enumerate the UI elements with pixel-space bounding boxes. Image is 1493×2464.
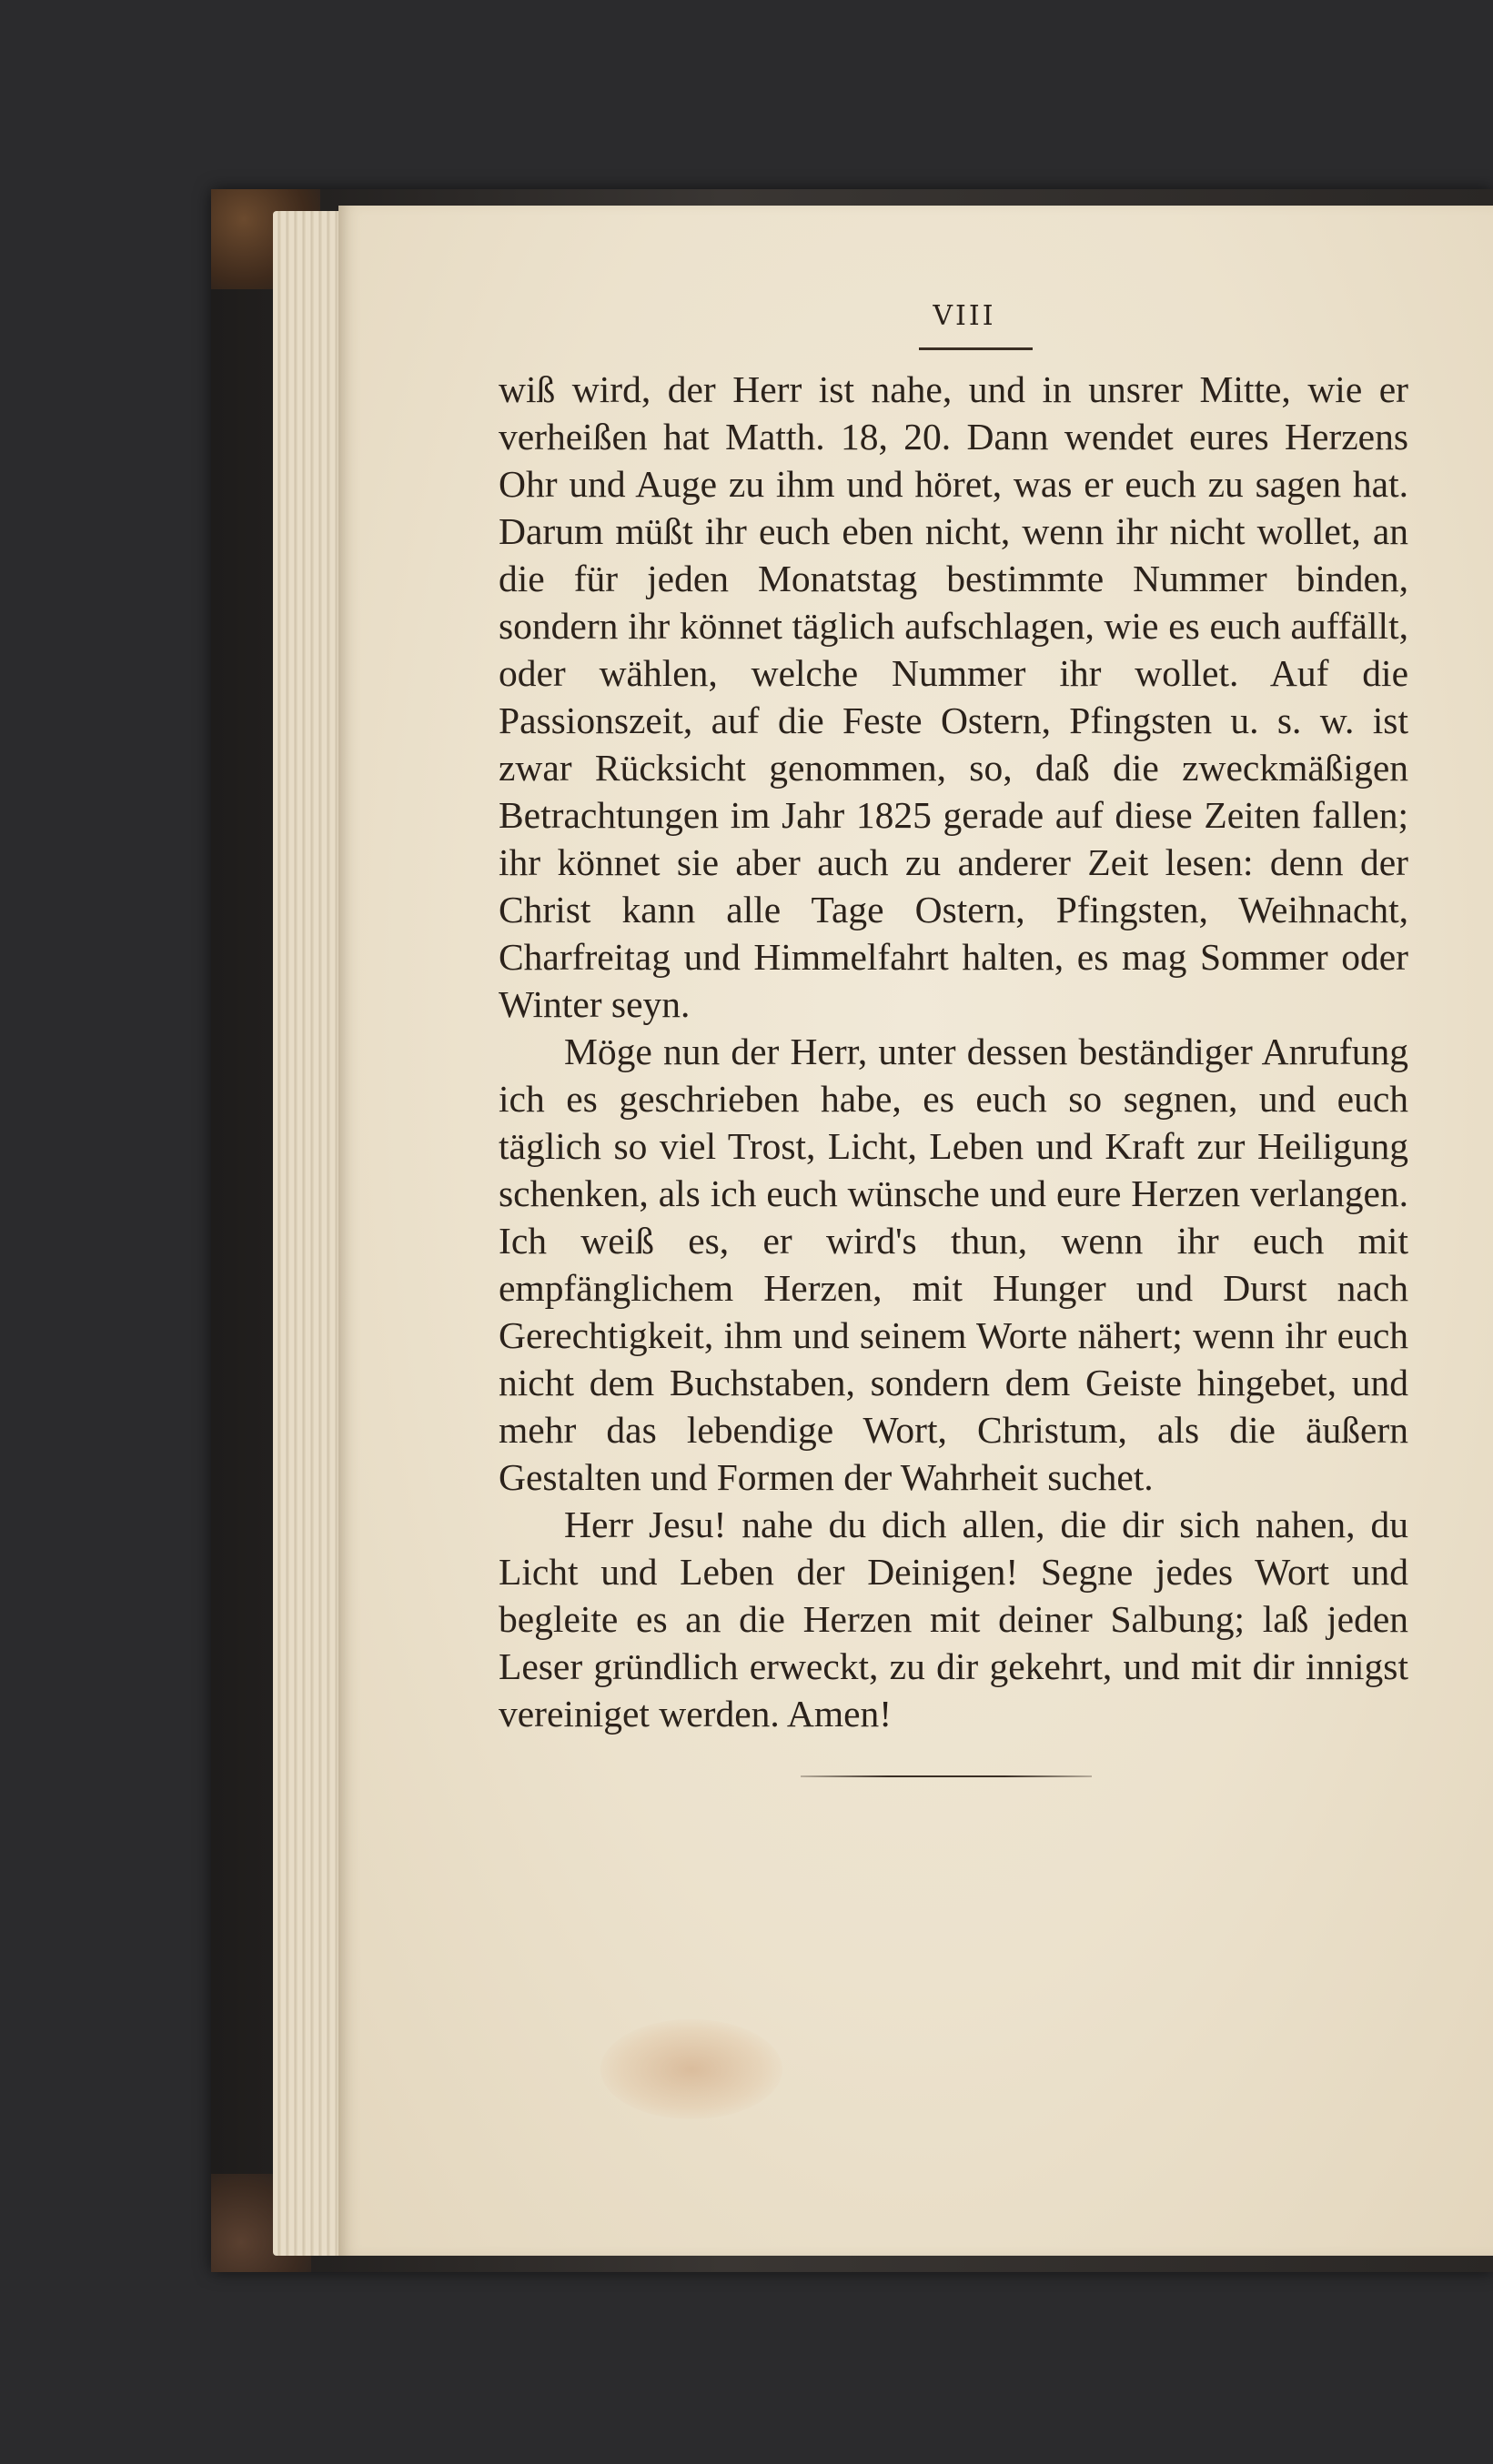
closing-rule (801, 1775, 1092, 1777)
paper-stain (600, 2019, 782, 2119)
page-number: VIII (933, 300, 996, 332)
body-text (499, 366, 1408, 1737)
page-edges (273, 211, 346, 2256)
paragraph-1: wiß wird, der Herr ist nahe, und in unsrer Mitte, wie er verheißen hat Matth. 18, 20. Dann wendet eures Herzens Ohr und Auge zu ihm und höret, was er euch zu sagen hat. Darum müßt ihr euch eben nicht, wenn ihr nicht wollet, an die für jeden Monatstag bestimmte Nummer binden, sondern ihr könnet täglich aufschlagen, wie es euch auffällt, oder wählen, welche Nummer ihr wollet. Auf die Passionszeit, auf die Feste Ostern, Pfingsten u. s. w. ist zwar Rücksicht genommen, so, daß die zweckmäßigen Betrachtungen im Jahr 1825 gerade auf diese Zeiten fallen; ihr könnet sie aber auch zu anderer Zeit lesen: denn der Christ kann alle Tage Ostern, Pfingsten, Weihnacht, Charfreitag und Himmelfahrt halten, es mag Sommer oder Winter seyn. (499, 368, 1408, 1025)
header-rule (919, 347, 1033, 350)
paragraph-2: Möge nun der Herr, unter dessen beständiger Anrufung ich es geschrieben habe, es euch so segnen, und euch täglich so viel Trost, Licht, Leben und Kraft zur Heiligung schenken, als ich euch wünsche und eure Herzen verlangen. Ich weiß es, er wird's thun, wenn ihr euch mit empfänglichem Herzen, mit Hunger und Durst nach Gerechtigkeit, ihm und seinem Worte nähert; wenn ihr euch nicht dem Buchstaben, sondern dem Geiste hingebet, und mehr das lebendige Wort, Christum, als die äußern Gestalten und Formen der Wahrheit suchet. (499, 1031, 1408, 1498)
paragraph-3: Herr Jesu! nahe du dich allen, die dir sich nahen, du Licht und Leben der Deinigen! Segne jedes Wort und begleite es an die Herzen mit deiner Salbung; laß jeden Leser gründlich erweckt, zu dir gekehrt, und mit dir innigst vereiniget werden. Amen! (499, 1504, 1408, 1735)
